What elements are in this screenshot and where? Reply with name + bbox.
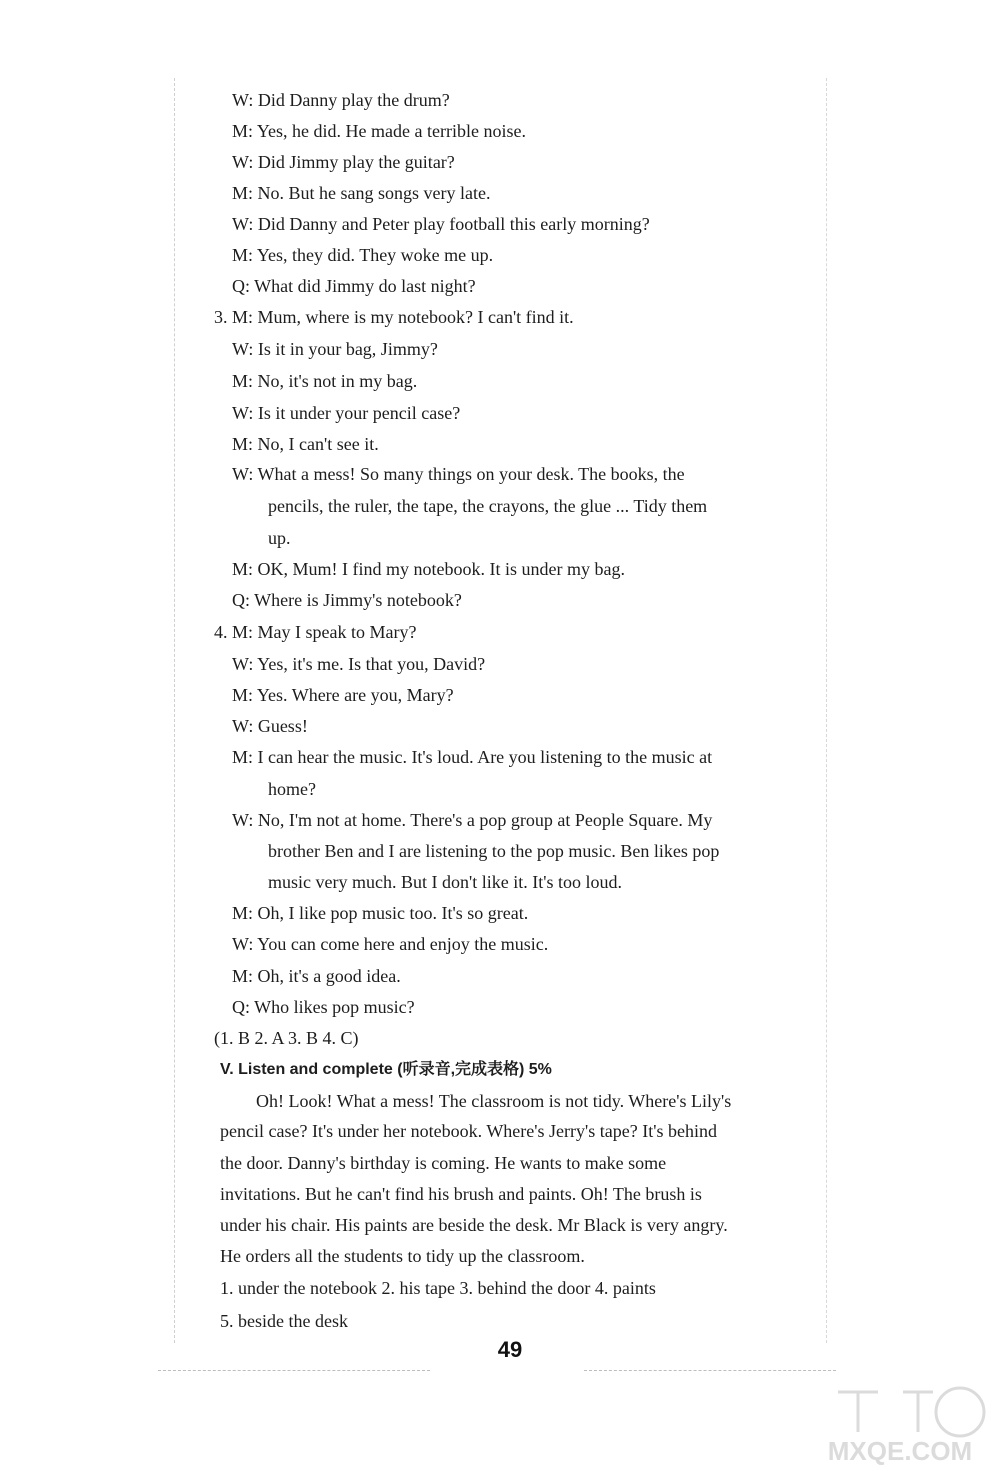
watermark-logo (808, 1382, 993, 1467)
dialogue-line: M: Yes. Where are you, Mary? (232, 685, 454, 705)
passage-line: under his chair. His paints are beside the desk. Mr Black is very angry. (220, 1215, 728, 1235)
dialogue-line: W: Guess! (232, 716, 308, 736)
dialogue-continuation: up. (268, 528, 291, 548)
margin-rule-left (174, 78, 175, 1343)
margin-rule-right (826, 78, 827, 1343)
dialogue-line: M: No. But he sang songs very late. (232, 183, 491, 203)
dialogue-continuation: home? (268, 779, 316, 799)
passage-line: the door. Danny's birthday is coming. He wants to make some (220, 1153, 667, 1173)
answer-line: 5. beside the desk (220, 1311, 348, 1331)
footer-rule-right (584, 1370, 836, 1371)
dialogue-line: W: Did Jimmy play the guitar? (232, 152, 455, 172)
dialogue-line: W: No, I'm not at home. There's a pop group at People Square. My (232, 810, 713, 830)
passage-line: Oh! Look! What a mess! The classroom is not tidy. Where's Lily's (256, 1091, 732, 1111)
dialogue-line: M: Yes, he did. He made a terrible noise. (232, 121, 526, 141)
dialogue-line: M: Oh, I like pop music too. It's so great. (232, 903, 529, 923)
answer-key: (1. B 2. A 3. B 4. C) (214, 1028, 359, 1048)
footer-rule-left (158, 1370, 430, 1371)
dialogue-line: W: Yes, it's me. Is that you, David? (232, 654, 486, 674)
item-3-start: 3. M: Mum, where is my notebook? I can't find it. (214, 307, 574, 327)
passage-line: pencil case? It's under her notebook. Where's Jerry's tape? It's behind (220, 1121, 717, 1141)
dialogue-continuation: brother Ben and I are listening to the pop music. Ben likes pop (268, 841, 720, 861)
dialogue-line: W: You can come here and enjoy the music. (232, 934, 549, 954)
dialogue-line: M: No, it's not in my bag. (232, 371, 418, 391)
dialogue-line: W: Is it in your bag, Jimmy? (232, 339, 438, 359)
dialogue-line: W: Did Danny play the drum? (232, 90, 450, 110)
question-line: Q: Where is Jimmy's notebook? (232, 590, 462, 610)
page-number: 49 (497, 1337, 523, 1362)
passage-line: He orders all the students to tidy up the classroom. (220, 1246, 585, 1266)
answer-line: 1. under the notebook 2. his tape 3. behind the door 4. paints (220, 1278, 656, 1298)
section-heading: V. Listen and complete (听录音,完成表格) 5% (220, 1061, 552, 1078)
watermark-text: MXQE.COM (827, 1436, 973, 1466)
dialogue-continuation: music very much. But I don't like it. It's too loud. (268, 872, 622, 892)
dialogue-line: M: Oh, it's a good idea. (232, 966, 401, 986)
dialogue-line: M: No, I can't see it. (232, 434, 379, 454)
dialogue-line: W: Did Danny and Peter play football this early morning? (232, 214, 650, 234)
item-4-start: 4. M: May I speak to Mary? (214, 622, 417, 642)
dialogue-line: M: Yes, they did. They woke me up. (232, 245, 494, 265)
dialogue-line: W: What a mess! So many things on your desk. The books, the (232, 464, 685, 484)
dialogue-line: M: OK, Mum! I find my notebook. It is under my bag. (232, 559, 625, 579)
dialogue-line: W: Is it under your pencil case? (232, 403, 461, 423)
question-line: Q: Who likes pop music? (232, 997, 415, 1017)
dialogue-continuation: pencils, the ruler, the tape, the crayons, the glue ... Tidy them (268, 496, 708, 516)
question-line: Q: What did Jimmy do last night? (232, 276, 476, 296)
dialogue-line: M: I can hear the music. It's loud. Are you listening to the music at (232, 747, 713, 767)
passage-line: invitations. But he can't find his brush and paints. Oh! The brush is (220, 1184, 702, 1204)
